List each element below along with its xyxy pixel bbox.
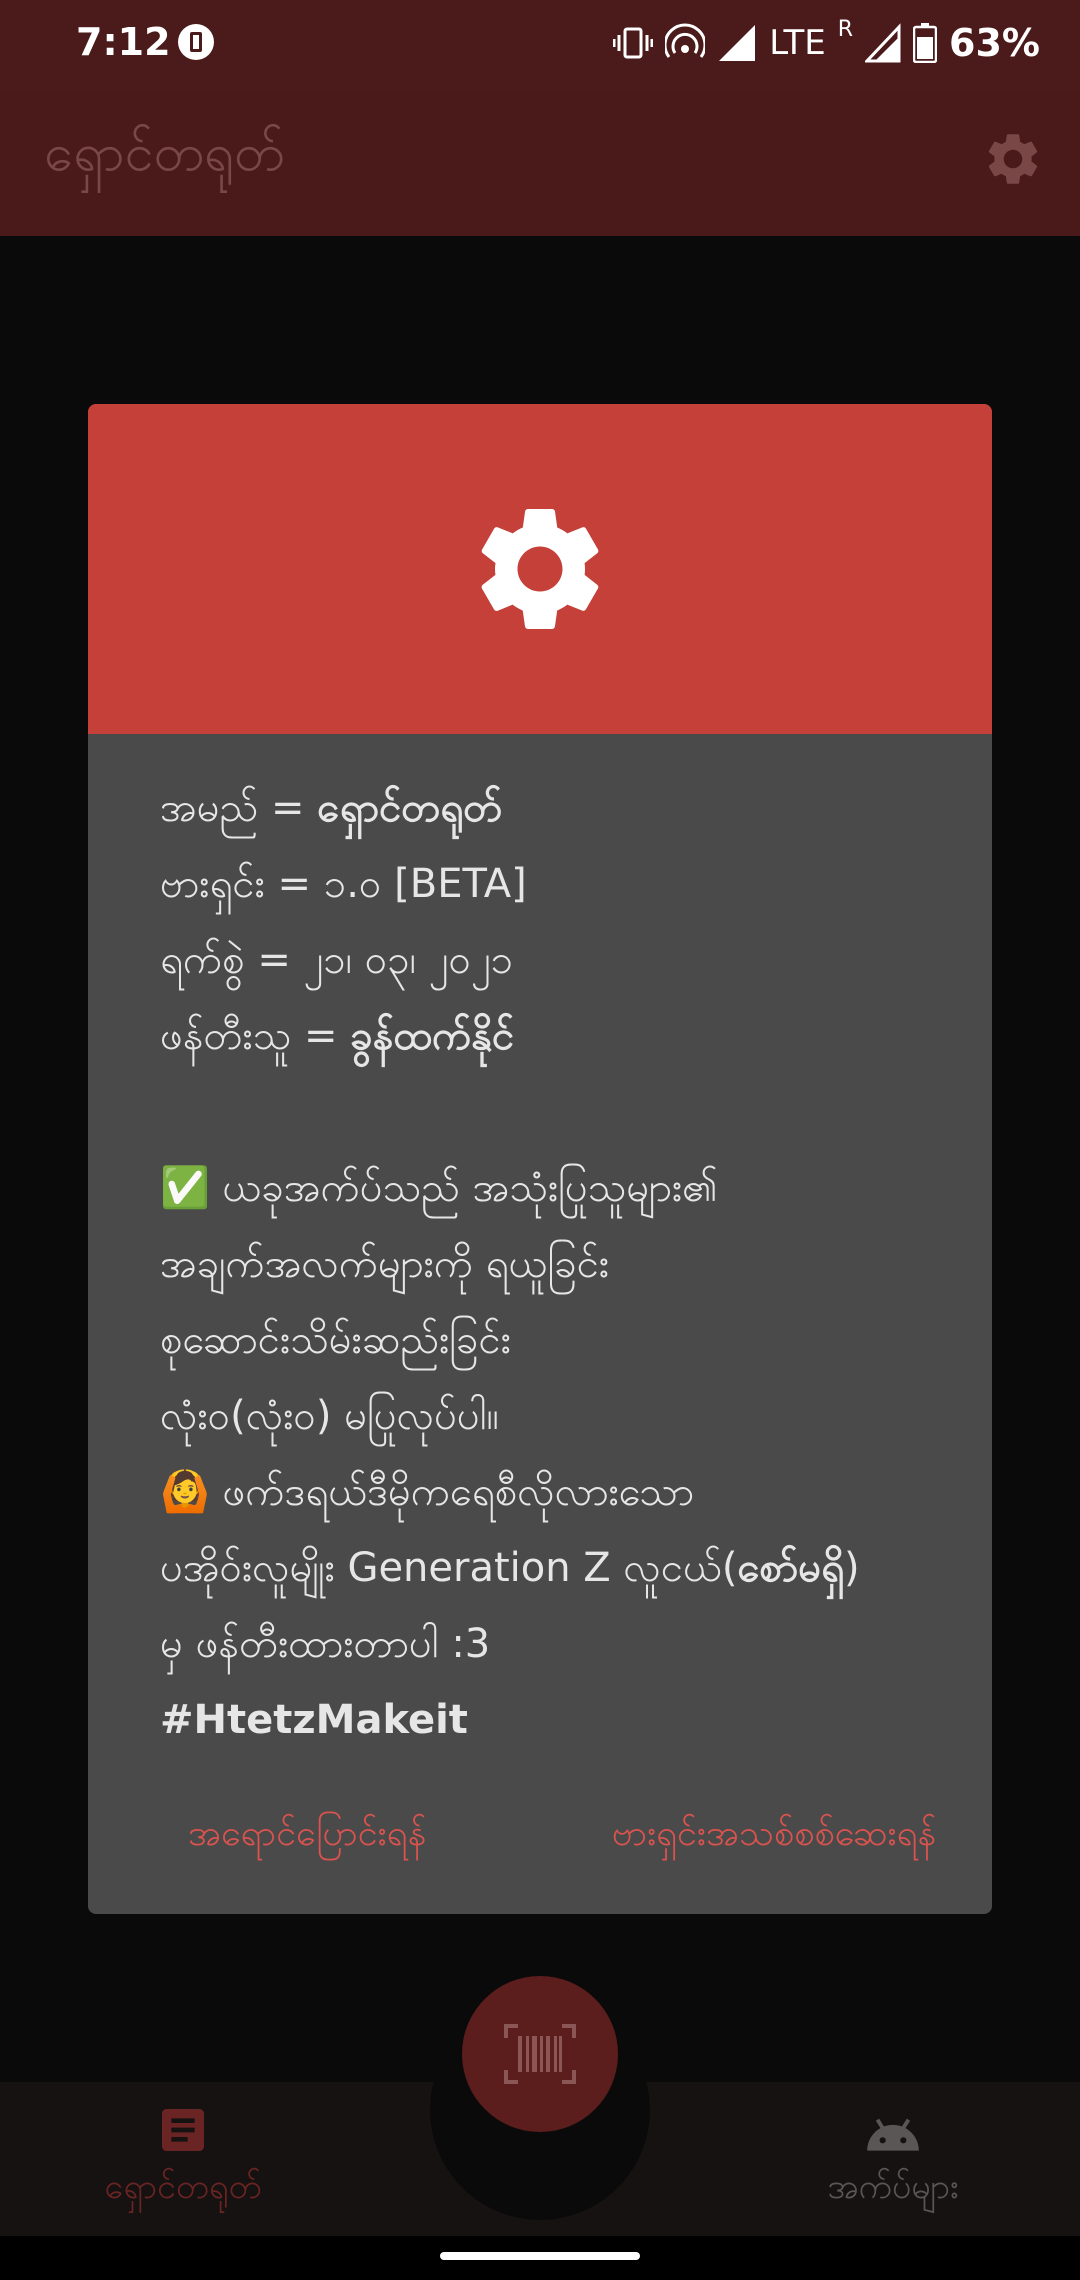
privacy-line-4: လုံး၀(လုံး၀) မပြုလုပ်ပါ။ [160, 1393, 499, 1439]
privacy-line-2: အချက်အလက်များကို ရယူခြင်း [160, 1241, 610, 1287]
privacy-line-1: ✅ ယခုအက်ပ်သည် အသုံးပြုသူများ၏ [160, 1165, 718, 1211]
dialog-body [88, 734, 992, 1758]
status-bar [0, 0, 1080, 90]
android-icon [862, 2102, 924, 2158]
nav-item-apps[interactable] [798, 2102, 988, 2215]
hotspot-icon [665, 23, 705, 63]
check-update-button[interactable]: ဗားရှင်းအသစ်စစ်ဆေးရန် [611, 1813, 936, 1854]
signal-icon [717, 23, 757, 63]
info-name: အမည် = ရှောင်တရုတ် [160, 785, 503, 831]
barcode-scan-icon [504, 2024, 576, 2084]
battery-icon [913, 23, 937, 63]
info-date: ရက်စွဲ = ၂၁၊ ၀၃၊ ၂၀၂၁ [160, 937, 514, 983]
status-time: 7:12 [76, 20, 171, 64]
change-theme-button[interactable]: အရောင်ပြောင်းရန် [188, 1813, 427, 1854]
gesture-bar [0, 2236, 1080, 2280]
info-creator: ဖန်တီးသူ = ခွန်ထက်နိုင် [160, 1013, 515, 1059]
notification-icon [176, 22, 216, 62]
home-gesture-handle[interactable] [440, 2252, 640, 2260]
nav-item-home[interactable] [88, 2102, 278, 2215]
battery-percent: 63% [949, 21, 1040, 65]
network-type: LTE [769, 23, 826, 63]
about-dialog [88, 404, 992, 1914]
nav-label-home: ရှောင်တရုတ် [104, 2167, 262, 2207]
credit-line-3: မှ ဖန်တီးထားတာပါ :3 [160, 1621, 491, 1667]
gear-icon [465, 494, 615, 644]
nav-label-apps: အက်ပ်များ [827, 2167, 959, 2207]
hashtag: #HtetzMakeit [160, 1697, 468, 1743]
signal-roaming-icon [865, 23, 901, 63]
credit-line-2: ပအိုဝ်းလူမျိုး Generation Z လူငယ်(စော်မရှိ) [160, 1545, 860, 1591]
dialog-actions [88, 1794, 992, 1874]
privacy-line-3: စုဆောင်းသိမ်းဆည်းခြင်း [160, 1317, 511, 1363]
credit-line-1: 🙆 ဖက်ဒရယ်ဒီမိုကရေစီလိုလားသော [160, 1469, 695, 1515]
scan-fab-button[interactable] [462, 1976, 618, 2132]
info-version: ဗားရှင်း = ၁.၀ [BETA] [160, 861, 527, 907]
document-icon [155, 2102, 211, 2158]
roaming-indicator: R [837, 16, 854, 42]
app-title: ရှောင်တရုတ် [44, 123, 285, 183]
app-bar [0, 90, 1080, 236]
dialog-header [88, 404, 992, 734]
gear-icon[interactable] [982, 128, 1044, 190]
vibrate-icon [613, 23, 653, 63]
